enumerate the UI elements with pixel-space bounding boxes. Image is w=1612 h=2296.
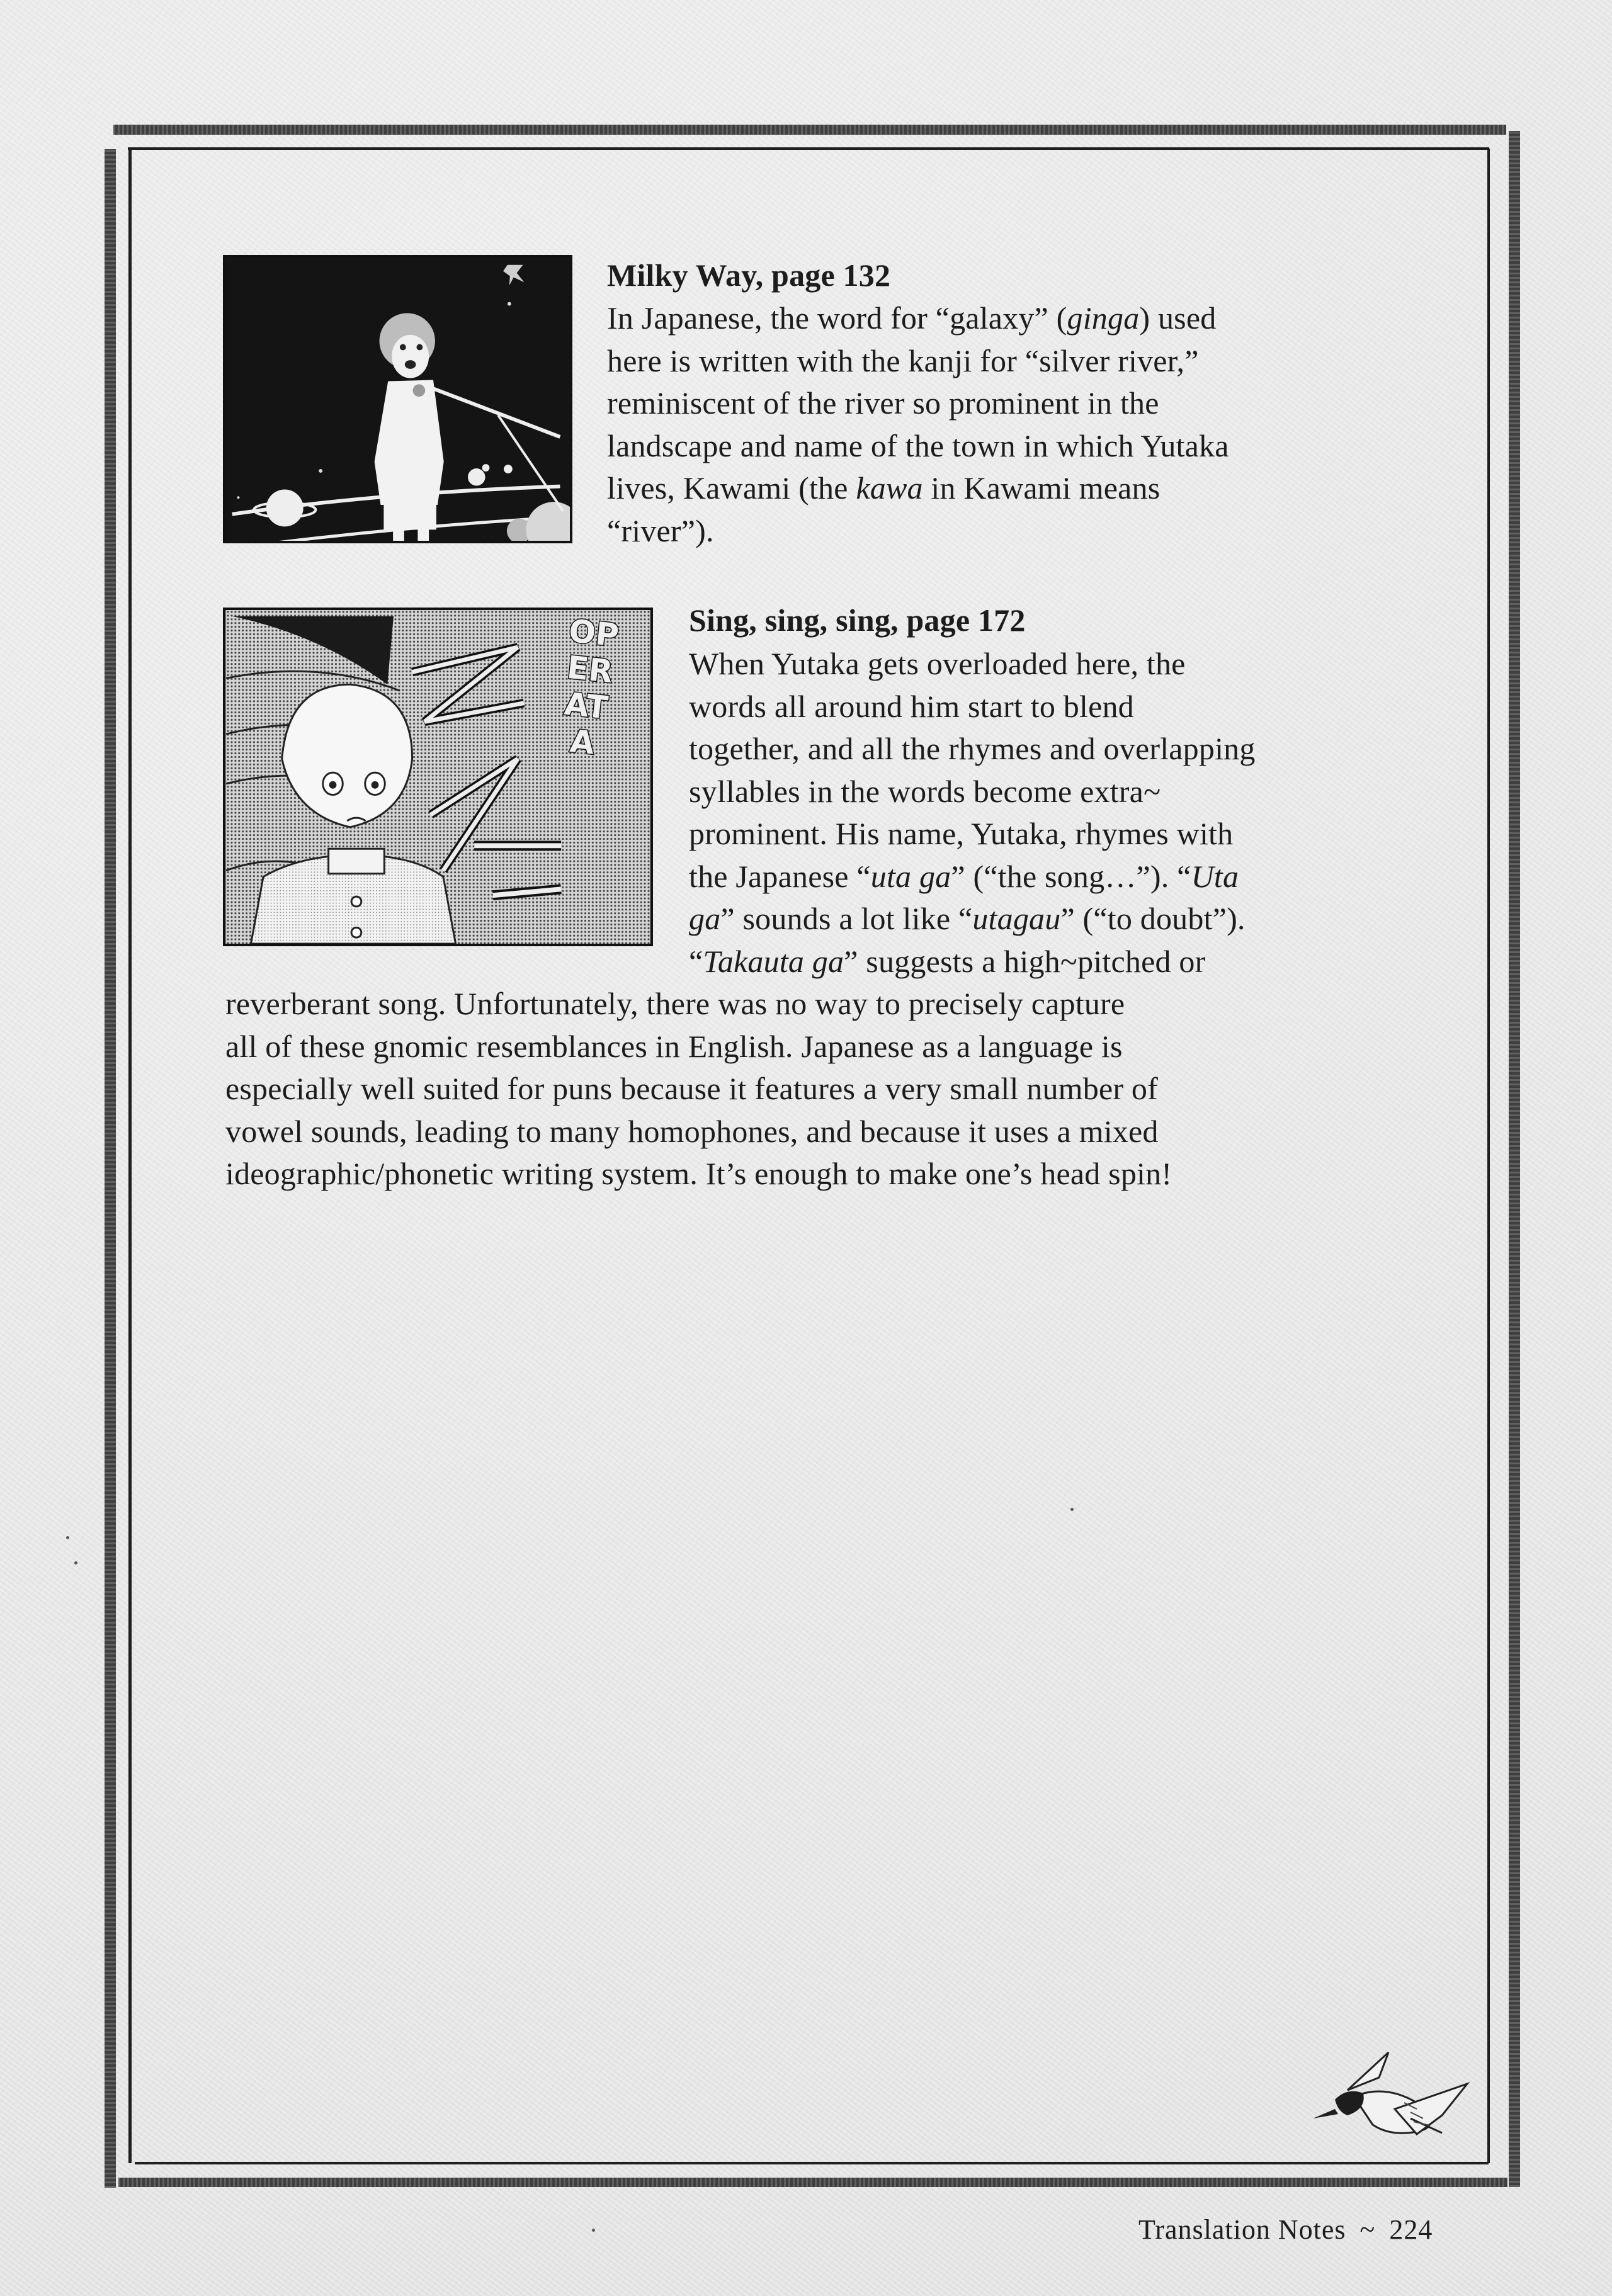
boy-singing-illustration bbox=[225, 257, 570, 541]
text-run: ideographic/phonetic writing system. It’s enough to make one’s head spin! bbox=[225, 1156, 1172, 1191]
body-line bbox=[689, 648, 1186, 679]
note-title-sing-sing-sing: Sing, sing, sing, page 172 bbox=[689, 602, 1026, 638]
note-title-milky-way: Milky Way, page 132 bbox=[607, 257, 891, 293]
text-run: lives, Kawami (the bbox=[607, 470, 856, 506]
text-run: together, and all the rhymes and overlapping bbox=[689, 731, 1256, 766]
body-line bbox=[689, 733, 1256, 764]
text-run: reminiscent of the river so prominent in the bbox=[607, 385, 1159, 421]
panel-sound-effect-text: OPERATA bbox=[562, 612, 621, 762]
footer-section: Translation Notes bbox=[1138, 2214, 1346, 2245]
body-line bbox=[225, 1028, 1123, 1064]
manga-panel-sing-sing-sing bbox=[223, 608, 653, 946]
dust-speck bbox=[592, 2229, 595, 2232]
text-run: ” (“the song…”). “ bbox=[951, 858, 1191, 894]
text-run: When Yutaka gets overloaded here, the bbox=[689, 646, 1186, 681]
text-run: In Japanese, the word for “galaxy” ( bbox=[607, 300, 1067, 336]
text-run: here is written with the kanji for “silver river,” bbox=[607, 342, 1199, 378]
frame-inner-top bbox=[128, 147, 1489, 150]
italic-term: utagau bbox=[972, 901, 1061, 936]
body-line bbox=[689, 903, 1246, 934]
frame-outer-left bbox=[105, 149, 116, 2188]
bird-illustration bbox=[1285, 2015, 1473, 2147]
body-line bbox=[689, 943, 1206, 979]
body-line bbox=[225, 1073, 1158, 1104]
body-line bbox=[607, 472, 1160, 504]
text-run: prominent. His name, Yutaka, rhymes with bbox=[689, 816, 1234, 851]
text-run: “ bbox=[689, 943, 703, 979]
text-run: reverberant song. Unfortunately, there was no way to precisely capture bbox=[225, 986, 1125, 1021]
text-run: in Kawami means bbox=[922, 470, 1161, 506]
text-run: ” (“to doubt”). bbox=[1060, 901, 1246, 936]
text-run: all of these gnomic resemblances in English. Japanese as a language is bbox=[225, 1028, 1123, 1064]
body-line bbox=[689, 773, 1161, 809]
text-run: especially well suited for puns because it features a very small number of bbox=[225, 1071, 1158, 1106]
text-run: landscape and name of the town in which Yutaka bbox=[607, 427, 1229, 463]
frame-inner-left bbox=[128, 149, 132, 2163]
italic-term: Uta bbox=[1191, 858, 1239, 894]
dust-speck bbox=[66, 1536, 69, 1539]
body-line bbox=[225, 1158, 1172, 1189]
footer-separator: ~ bbox=[1359, 2214, 1376, 2245]
dust-speck bbox=[1070, 1508, 1074, 1511]
text-run: ” sounds a lot like “ bbox=[720, 901, 973, 936]
frame-inner-right bbox=[1487, 149, 1490, 2163]
italic-term: kawa bbox=[856, 470, 923, 506]
body-line bbox=[689, 858, 1239, 894]
text-run: vowel sounds, leading to many homophones, and because it uses a mixed bbox=[225, 1113, 1159, 1149]
text-run: ” suggests a high~pitched or bbox=[844, 943, 1206, 979]
text-run: “river”). bbox=[607, 512, 714, 548]
italic-term: Takauta ga bbox=[703, 943, 844, 979]
frame-outer-top bbox=[113, 125, 1506, 135]
body-line bbox=[607, 302, 1216, 334]
body-line bbox=[607, 342, 1199, 378]
body-line bbox=[225, 988, 1125, 1019]
italic-term: ga bbox=[689, 901, 721, 936]
frame-outer-right bbox=[1509, 131, 1520, 2187]
text-run: words all around him start to blend bbox=[689, 688, 1134, 724]
text-run: ) used bbox=[1139, 300, 1217, 336]
page-number: 224 bbox=[1389, 2214, 1433, 2245]
page-footer bbox=[1138, 2214, 1433, 2246]
frame-outer-bottom bbox=[118, 2178, 1507, 2187]
body-line bbox=[689, 688, 1134, 724]
body-line bbox=[607, 512, 714, 548]
frame-inner-bottom bbox=[135, 2162, 1489, 2164]
body-line bbox=[607, 427, 1229, 463]
italic-term: ginga bbox=[1067, 300, 1140, 336]
italic-term: uta ga bbox=[870, 858, 951, 894]
body-line bbox=[607, 387, 1159, 419]
body-line bbox=[225, 1113, 1159, 1149]
manga-panel-milky-way bbox=[223, 255, 572, 543]
dust-speck bbox=[74, 1561, 77, 1564]
text-run: the Japanese “ bbox=[689, 858, 871, 894]
body-line bbox=[689, 818, 1233, 849]
text-run: syllables in the words become extra~ bbox=[689, 773, 1161, 809]
